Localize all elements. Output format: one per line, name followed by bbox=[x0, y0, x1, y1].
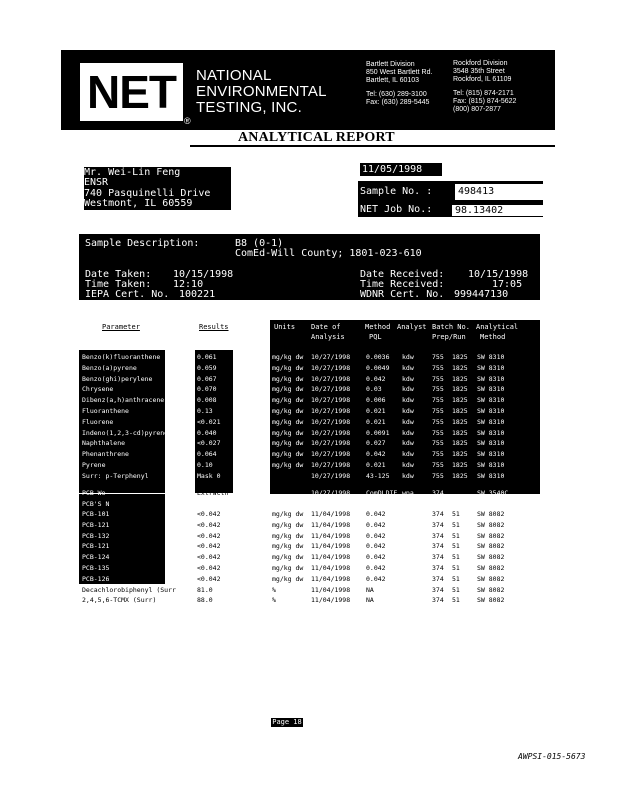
rockford-line: Rockford Division bbox=[453, 60, 508, 67]
cell-method: SW 3540C bbox=[477, 489, 509, 497]
cell-pql: 0.0036 bbox=[366, 353, 390, 361]
cell-run: 51 bbox=[452, 574, 460, 583]
cell-units: mg/kg dw bbox=[272, 385, 304, 394]
time-received-label: Time Received: bbox=[360, 279, 445, 290]
header-method: Method bbox=[365, 323, 391, 331]
cell-analyst: kdw bbox=[402, 471, 414, 480]
cell-batch: 755 bbox=[432, 374, 444, 383]
cell-run: 1825 bbox=[452, 353, 468, 361]
report-title: ANALYTICAL REPORT bbox=[238, 130, 395, 145]
cell-date: 10/27/1998 bbox=[311, 461, 351, 469]
cell-batch: 755 bbox=[432, 353, 444, 361]
date-received-value: 10/15/1998 bbox=[468, 269, 529, 280]
cell-parameter: PCB-135 bbox=[82, 564, 110, 572]
cell-units: % bbox=[272, 585, 276, 594]
client-street: 740 Pasquinelli Drive bbox=[84, 187, 211, 199]
cell-method: SW 8310 bbox=[477, 417, 505, 426]
cell-units: mg/kg dw bbox=[272, 363, 304, 372]
cell-method: SW 8310 bbox=[477, 407, 505, 415]
cell-units: mg/kg dw bbox=[272, 510, 304, 518]
cell-units: mg/kg dw bbox=[272, 407, 304, 415]
cell-parameter: Naphthalene bbox=[82, 439, 126, 448]
cell-method: SW 8310 bbox=[477, 428, 505, 437]
cell-run: 51 bbox=[452, 520, 460, 529]
cell-method: SW 8310 bbox=[477, 439, 505, 448]
bartlett-line: 850 West Bartlett Rd. bbox=[366, 69, 433, 76]
header-pql: PQL bbox=[369, 333, 382, 341]
client-address bbox=[84, 167, 231, 210]
rockford-line: Fax: (815) 874-5622 bbox=[453, 98, 517, 105]
cell-date: 10/27/1998 bbox=[311, 407, 351, 415]
cell-method: SW 8310 bbox=[477, 385, 505, 394]
sample-no-value: 498413 bbox=[455, 184, 544, 200]
cell-date: 10/27/1998 bbox=[311, 428, 351, 437]
cell-units: mg/kg dw bbox=[272, 428, 304, 437]
cell-run: 1825 bbox=[452, 396, 468, 405]
cell-batch: 374 bbox=[432, 531, 444, 540]
cell-result: 0.008 bbox=[197, 396, 217, 405]
cell-batch: 755 bbox=[432, 471, 444, 480]
cell-result: 0.040 bbox=[197, 428, 217, 437]
page-number: Page 18 bbox=[272, 718, 302, 726]
header-analytical: Analytical bbox=[476, 323, 519, 331]
rockford-address bbox=[453, 60, 516, 114]
bartlett-line: Tel: (630) 289-3100 bbox=[366, 91, 427, 98]
cell-run: 51 bbox=[452, 596, 460, 605]
cell-batch: 374 bbox=[432, 553, 444, 562]
cell-run: 1825 bbox=[452, 374, 468, 383]
cell-result: <0.021 bbox=[197, 417, 221, 426]
sample-desc-project: ComEd-Will County; 1801-023-610 bbox=[235, 248, 422, 259]
rockford-line: Rockford, IL 61109 bbox=[453, 76, 512, 83]
cell-date: 10/27/1998 bbox=[311, 396, 351, 405]
cell-method: SW 8082 bbox=[477, 553, 505, 562]
cell-units: mg/kg dw bbox=[272, 461, 304, 469]
header-parameter: Parameter bbox=[102, 323, 140, 331]
cell-date: 10/27/1998 bbox=[311, 439, 351, 448]
cell-batch: 374 bbox=[432, 520, 444, 529]
cell-method: SW 8082 bbox=[477, 585, 505, 594]
cell-batch: 755 bbox=[432, 385, 444, 394]
cell-batch: 755 bbox=[432, 407, 444, 415]
cell-run: 51 bbox=[452, 564, 460, 572]
cell-units: mg/kg dw bbox=[272, 353, 304, 361]
wdnr-label: WDNR Cert. No. bbox=[360, 289, 445, 300]
cell-units: mg/kg dw bbox=[272, 439, 304, 448]
cell-date: 10/27/1998 bbox=[311, 374, 351, 383]
cell-date: 11/04/1998 bbox=[311, 531, 351, 540]
cell-result: 88.0 bbox=[197, 596, 213, 605]
cell-pql: 0.042 bbox=[366, 450, 386, 459]
cell-method: SW 8310 bbox=[477, 363, 505, 372]
cell-result: <0.042 bbox=[197, 510, 221, 518]
cell-pql: NA bbox=[366, 596, 374, 605]
cell-units: % bbox=[272, 596, 276, 605]
cell-method: SW 8310 bbox=[477, 461, 505, 469]
cell-units: mg/kg dw bbox=[272, 553, 304, 562]
cell-result: Extractn bbox=[197, 489, 229, 497]
cell-units: mg/kg dw bbox=[272, 564, 304, 572]
cell-pql: 0.021 bbox=[366, 461, 386, 469]
cell-pql: 0.0049 bbox=[366, 363, 390, 372]
cell-date: 11/04/1998 bbox=[311, 574, 351, 583]
cell-parameter: 2,4,5,6-TCMX (Surr) bbox=[82, 596, 157, 605]
cell-pql: 0.042 bbox=[366, 520, 386, 529]
date-taken-value: 10/15/1998 bbox=[173, 269, 234, 280]
cell-analyst: wpa bbox=[402, 489, 414, 497]
cell-run: 1825 bbox=[452, 428, 468, 437]
cell-analyst: kdw bbox=[402, 417, 414, 426]
cell-batch: 755 bbox=[432, 417, 444, 426]
cell-batch: 755 bbox=[432, 450, 444, 459]
sample-info-band bbox=[79, 234, 540, 300]
cell-analyst: kdw bbox=[402, 407, 414, 415]
cell-result: <0.042 bbox=[197, 553, 221, 562]
cell-run: 51 bbox=[452, 531, 460, 540]
document-id: AWPSI-015-5673 bbox=[518, 752, 586, 761]
cell-result: <0.042 bbox=[197, 542, 221, 551]
cell-parameter: Fluoranthene bbox=[82, 407, 129, 415]
cell-units: mg/kg dw bbox=[272, 520, 304, 529]
company-name-line-1: NATIONAL bbox=[196, 67, 272, 84]
bartlett-line: Bartlett, IL 60103 bbox=[366, 77, 420, 84]
cell-units: mg/kg dw bbox=[272, 531, 304, 540]
rockford-line: Tel: (815) 874-2171 bbox=[453, 90, 514, 97]
cell-run: 51 bbox=[452, 510, 460, 518]
cell-method: SW 8082 bbox=[477, 596, 505, 605]
cell-units: mg/kg dw bbox=[272, 450, 304, 459]
cell-batch: 755 bbox=[432, 439, 444, 448]
cell-result: 0.059 bbox=[197, 363, 217, 372]
cell-parameter: Phenanthrene bbox=[82, 450, 129, 459]
cell-result: <0.027 bbox=[197, 439, 221, 448]
cell-pql: 0.021 bbox=[366, 417, 386, 426]
cell-units: mg/kg dw bbox=[272, 417, 304, 426]
cell-date: 11/04/1998 bbox=[311, 564, 351, 572]
cell-parameter: Decachlorobiphenyl (Surr bbox=[82, 585, 176, 594]
cell-pql: 0.042 bbox=[366, 574, 386, 583]
cell-batch: 374 bbox=[432, 510, 444, 518]
header-units: Units bbox=[274, 323, 296, 331]
cell-parameter: PCB'S N bbox=[82, 500, 110, 508]
cell-batch: 755 bbox=[432, 461, 444, 469]
cell-result: 0.10 bbox=[197, 461, 213, 469]
cell-run: 1825 bbox=[452, 407, 468, 415]
header-method-2: Method bbox=[480, 333, 506, 341]
cell-pql: 0.042 bbox=[366, 542, 386, 551]
cell-pql: 0.006 bbox=[366, 396, 386, 405]
iepa-label: IEPA Cert. No. bbox=[85, 289, 170, 300]
cell-run: 1825 bbox=[452, 450, 468, 459]
cell-units: mg/kg dw bbox=[272, 374, 304, 383]
cell-parameter: Chrysene bbox=[82, 385, 114, 394]
cell-pql: ComDLDIE bbox=[366, 489, 398, 497]
cell-run: 1825 bbox=[452, 461, 468, 469]
cell-result: 81.0 bbox=[197, 585, 213, 594]
cell-parameter: Indeno(1,2,3-cd)pyrene bbox=[82, 428, 169, 437]
bartlett-line: Bartlett Division bbox=[366, 61, 415, 68]
header-results: Results bbox=[199, 323, 229, 331]
company-name-line-3: TESTING, INC. bbox=[196, 99, 302, 116]
cell-analyst: kdw bbox=[402, 450, 414, 459]
cell-parameter: Benzo(ghi)perylene bbox=[82, 374, 153, 383]
cell-parameter: PCB-121 bbox=[82, 542, 110, 551]
cell-pql: 43-125 bbox=[366, 471, 390, 480]
bartlett-address bbox=[366, 61, 432, 107]
cell-parameter: Benzo(k)fluoranthene bbox=[82, 353, 161, 361]
cell-analyst: kdw bbox=[402, 385, 414, 394]
cell-method: SW 8310 bbox=[477, 353, 505, 361]
time-received-value: 17:05 bbox=[492, 279, 523, 290]
cell-date: 11/04/1998 bbox=[311, 553, 351, 562]
cell-date: 10/27/1998 bbox=[311, 353, 351, 361]
cell-parameter: Surr: p-Terphenyl bbox=[82, 471, 149, 480]
cell-batch: 374 bbox=[432, 564, 444, 572]
cell-result: <0.042 bbox=[197, 574, 221, 583]
cell-date: 11/04/1998 bbox=[311, 510, 351, 518]
cell-parameter: PCB-132 bbox=[82, 531, 110, 540]
cell-result: 0.070 bbox=[197, 385, 217, 394]
cell-analyst: kdw bbox=[402, 439, 414, 448]
cell-run: 1825 bbox=[452, 471, 468, 480]
cell-run: 1825 bbox=[452, 363, 468, 372]
cell-result: <0.042 bbox=[197, 520, 221, 529]
cell-parameter: PCB-126 bbox=[82, 574, 110, 583]
cell-batch: 374 bbox=[432, 596, 444, 605]
cell-parameter: PCB-121 bbox=[82, 520, 110, 529]
cell-method: SW 8082 bbox=[477, 510, 505, 518]
cell-pql: 0.042 bbox=[366, 531, 386, 540]
header-date-of: Date of bbox=[311, 323, 341, 331]
cell-run: 51 bbox=[452, 553, 460, 562]
cell-analyst: kdw bbox=[402, 363, 414, 372]
cell-result: <0.042 bbox=[197, 564, 221, 572]
cell-pql: 0.042 bbox=[366, 564, 386, 572]
report-date: 11/05/1998 bbox=[360, 163, 442, 176]
cell-method: SW 8310 bbox=[477, 471, 505, 480]
cell-run: 51 bbox=[452, 542, 460, 551]
cell-method: SW 8082 bbox=[477, 520, 505, 529]
cell-date: 11/04/1998 bbox=[311, 585, 351, 594]
rockford-line: 3548 35th Street bbox=[453, 68, 505, 75]
wdnr-value: 999447130 bbox=[454, 289, 509, 300]
cell-analyst: kdw bbox=[402, 353, 414, 361]
cell-pql: 0.0091 bbox=[366, 428, 390, 437]
sample-desc-label: Sample Description: bbox=[85, 238, 200, 249]
cell-run: 1825 bbox=[452, 417, 468, 426]
cell-date: 10/27/1998 bbox=[311, 471, 351, 480]
cell-method: SW 8082 bbox=[477, 564, 505, 572]
cell-result: Mask 0 bbox=[197, 471, 221, 480]
iepa-value: 100221 bbox=[179, 289, 216, 300]
cell-run: 51 bbox=[452, 585, 460, 594]
cell-batch: 374 bbox=[432, 489, 444, 497]
cell-date: 11/04/1998 bbox=[311, 520, 351, 529]
net-job-value: 98.13402 bbox=[452, 205, 543, 216]
cell-result: <0.042 bbox=[197, 531, 221, 540]
client-city: Westmont, IL 60559 bbox=[84, 198, 193, 210]
cell-run: 1825 bbox=[452, 385, 468, 394]
header-batch: Batch No. bbox=[432, 323, 470, 331]
company-name-line-2: ENVIRONMENTAL bbox=[196, 83, 327, 100]
cell-date: 10/27/1998 bbox=[311, 385, 351, 394]
bartlett-line: Fax: (630) 289-5445 bbox=[366, 99, 430, 106]
cell-date: 10/27/1998 bbox=[311, 417, 351, 426]
cell-pql: 0.042 bbox=[366, 374, 386, 383]
cell-analyst: kdw bbox=[402, 374, 414, 383]
cell-method: SW 8082 bbox=[477, 574, 505, 583]
header-analysis: Analysis bbox=[311, 333, 345, 341]
net-logo: NET bbox=[87, 66, 176, 118]
cell-date: 10/27/1998 bbox=[311, 489, 351, 497]
cell-pql: 0.027 bbox=[366, 439, 386, 448]
cell-date: 10/27/1998 bbox=[311, 363, 351, 372]
cell-batch: 374 bbox=[432, 542, 444, 551]
cell-date: 10/27/1998 bbox=[311, 450, 351, 459]
cell-pql: 0.042 bbox=[366, 510, 386, 518]
sample-no-label: Sample No. : bbox=[358, 181, 543, 203]
cell-pql: NA bbox=[366, 585, 374, 594]
cell-units: mg/kg dw bbox=[272, 574, 304, 583]
cell-analyst: kdw bbox=[402, 428, 414, 437]
sample-desc-value: B8 (0-1) bbox=[235, 238, 284, 249]
time-taken-label: Time Taken: bbox=[85, 279, 152, 290]
date-received-label: Date Received: bbox=[360, 269, 445, 280]
cell-method: SW 8310 bbox=[477, 374, 505, 383]
net-job-label: NET Job No.: bbox=[358, 203, 543, 217]
rockford-line: (800) 807-2877 bbox=[453, 106, 501, 113]
cell-analyst: kdw bbox=[402, 461, 414, 469]
cell-batch: 755 bbox=[432, 396, 444, 405]
cell-pql: 0.021 bbox=[366, 407, 386, 415]
cell-batch: 755 bbox=[432, 363, 444, 372]
cell-result: 0.064 bbox=[197, 450, 217, 459]
cell-batch: 374 bbox=[432, 585, 444, 594]
client-name: Mr. Wei-Lin Feng bbox=[84, 167, 181, 178]
cell-pql: 0.042 bbox=[366, 553, 386, 562]
cell-units: mg/kg dw bbox=[272, 396, 304, 405]
header-prep-run: Prep/Run bbox=[432, 333, 466, 341]
cell-method: SW 8310 bbox=[477, 396, 505, 405]
cell-analyst: kdw bbox=[402, 396, 414, 405]
cell-date: 11/04/1998 bbox=[311, 542, 351, 551]
cell-date: 11/04/1998 bbox=[311, 596, 351, 605]
cell-parameter: Fluorene bbox=[82, 417, 114, 426]
header-analyst: Analyst bbox=[397, 323, 427, 331]
cell-method: SW 8310 bbox=[477, 450, 505, 459]
date-taken-label: Date Taken: bbox=[85, 269, 152, 280]
cell-parameter: PCB-124 bbox=[82, 553, 110, 562]
cell-parameter: Benzo(a)pyrene bbox=[82, 363, 137, 372]
cell-parameter: PCB-101 bbox=[82, 510, 110, 518]
cell-pql: 0.03 bbox=[366, 385, 382, 394]
cell-method: SW 8082 bbox=[477, 531, 505, 540]
cell-result: 0.067 bbox=[197, 374, 217, 383]
time-taken-value: 12:10 bbox=[173, 279, 204, 290]
cell-units: mg/kg dw bbox=[272, 542, 304, 551]
registered-mark: ® bbox=[184, 116, 191, 126]
cell-result: 0.13 bbox=[197, 407, 213, 415]
title-rule bbox=[190, 145, 555, 147]
cell-result: 0.061 bbox=[197, 353, 217, 361]
cell-method: SW 8082 bbox=[477, 542, 505, 551]
cell-parameter: Dibenz(a,h)anthracene bbox=[82, 396, 165, 405]
cell-batch: 755 bbox=[432, 428, 444, 437]
cell-parameter: Pyrene bbox=[82, 461, 106, 469]
cell-run: 1825 bbox=[452, 439, 468, 448]
client-company: ENSR bbox=[84, 177, 109, 189]
cell-batch: 374 bbox=[432, 574, 444, 583]
cell-parameter: PCB Wo bbox=[82, 489, 106, 497]
